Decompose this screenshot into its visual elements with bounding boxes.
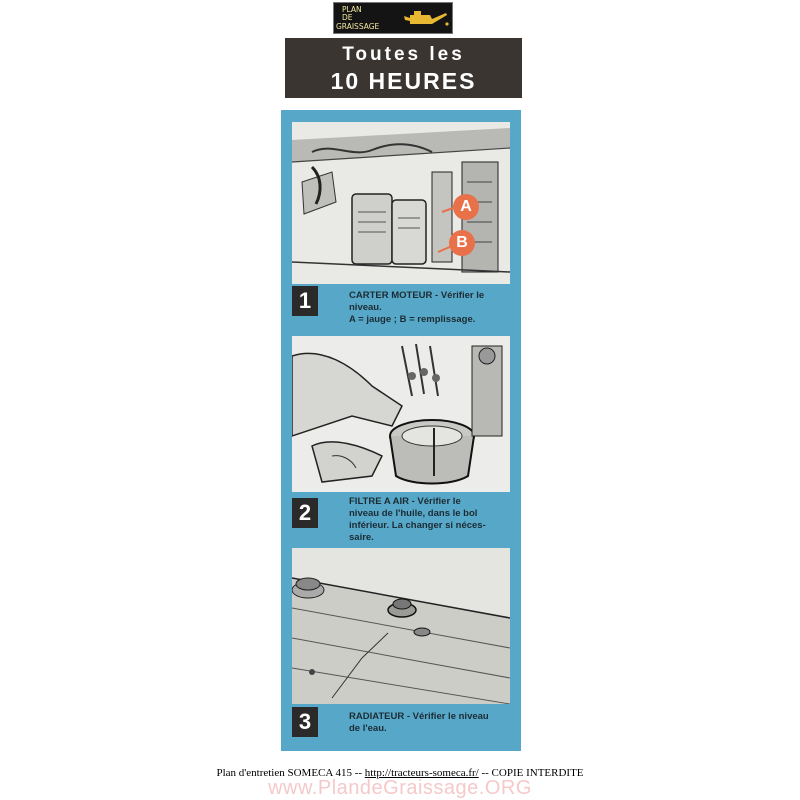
step-1-caption [349,290,509,326]
logo-line2: DE [342,13,353,22]
footer-prefix: Plan d'entretien SOMECA 415 -- [216,767,363,779]
step-1-number: 1 [292,286,318,316]
step-3 [292,707,510,741]
step-3-number: 3 [292,707,318,737]
step-3-caption [349,711,509,735]
banner-line2: 10 HEURES [330,68,477,94]
step-3-line: RADIATEUR - Vérifier le niveau [349,711,489,722]
step-2 [292,494,510,546]
step-2-line: FILTRE A AIR - Vérifier le [349,496,461,507]
step-3-line: de l'eau. [349,723,387,734]
step-1-line: niveau. [349,302,382,313]
interval-banner [285,38,522,98]
step-2-number: 2 [292,498,318,528]
step-2-line: inférieur. La changer si néces- [349,520,486,531]
footer-link[interactable]: http://tracteurs-someca.fr/ [364,767,479,779]
radiator-illustration [292,548,510,704]
logo-line1: PLAN [342,5,362,14]
banner-line1: Toutes les [342,44,465,65]
plan-de-graissage-logo [333,2,453,34]
logo-line3: GRAISSAGE [336,22,380,31]
step-1-line: A = jauge ; B = remplissage. [349,314,476,325]
footer-suffix: -- COPIE INTERDITE [481,767,584,779]
marker-a: A [453,194,479,220]
step-2-caption [349,496,509,544]
step-1 [292,286,510,334]
air-filter-illustration [292,336,510,492]
marker-b: B [449,230,475,256]
maintenance-strip [281,110,521,751]
step-1-line: CARTER MOTEUR - Vérifier le [349,290,485,301]
watermark: www.PlandeGraissage.ORG [268,777,532,799]
step-2-line: niveau de l'huile, dans le bol [349,508,478,519]
oil-can-icon [402,7,450,31]
step-2-line: saire. [349,532,374,543]
